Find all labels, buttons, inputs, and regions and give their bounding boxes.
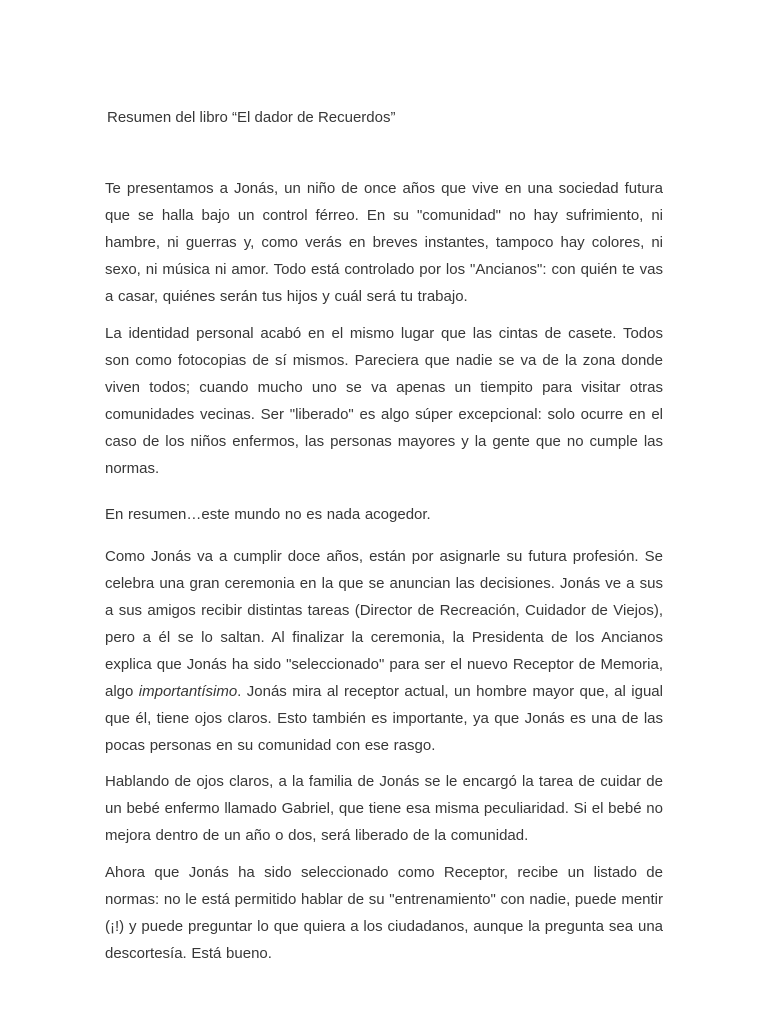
paragraph-ceremony-italic-word: importantísimo: [138, 683, 238, 700]
paragraph-summary-line: En resumen…este mundo no es nada acogedor.: [105, 506, 431, 523]
paragraph-intro: Te presentamos a Jonás, un niño de once años que vive en una sociedad futura que se halla bajo un control férreo. En su "comunidad" no hay sufrimiento, ni hambre, ni guerras y, como verás en breves instantes, tampoco hay colores, ni sexo, ni música ni amor. Todo está controlado por los "Ancianos": con quién te vas a casar, quiénes serán tus hijos y cuál será tu trabajo.: [105, 180, 663, 305]
paragraph-ceremony: [105, 543, 663, 759]
paragraph-gabriel: Hablando de ojos claros, a la familia de Jonás se le encargó la tarea de cuidar de un bebé enfermo llamado Gabriel, que tiene esa misma peculiaridad. Si el bebé no mejora dentro de un año o dos, será liberado de la comunidad.: [105, 773, 663, 844]
document-content: [105, 104, 663, 977]
paragraph-rules: Ahora que Jonás ha sido seleccionado como Receptor, recibe un listado de normas: no le está permitido hablar de su "entrenamiento" con nadie, puede mentir (¡!) y puede preguntar lo que quiera a los ciudadanos, aunque la pregunta sea una descortesía. Está bueno.: [105, 864, 663, 962]
paragraph-ceremony-text-end: . Jonás mira al receptor actual, un hombre mayor que, al igual que él, tiene ojos claros. Esto también es importante, ya que Jonás es una de las pocas personas en su comunidad con ese rasgo.: [105, 683, 663, 754]
paragraph-ceremony-text-start: Como Jonás va a cumplir doce años, están por asignarle su futura profesión. Se celebra una gran ceremonia en la que se anuncian las decisiones. Jonás ve a sus a sus amigos recibir distintas tareas (Director de Recreación, Cuidador de Viejos), pero a él se lo saltan. Al finalizar la ceremonia, la Presidenta de los Ancianos explica que Jonás ha sido "seleccionado" para ser el nuevo Receptor de Memoria, algo: [105, 548, 663, 700]
paragraph-identity: La identidad personal acabó en el mismo lugar que las cintas de casete. Todos son como fotocopias de sí mismos. Pareciera que nadie se va de la zona donde viven todos; cuando mucho uno se va apenas un tiempito para visitar otras comunidades vecinas. Ser "liberado" es algo súper excepcional: solo ocurre en el caso de los niños enfermos, las personas mayores y la gente que no cumple las normas.: [105, 325, 663, 477]
document-title: Resumen del libro “El dador de Recuerdos”: [107, 109, 396, 126]
